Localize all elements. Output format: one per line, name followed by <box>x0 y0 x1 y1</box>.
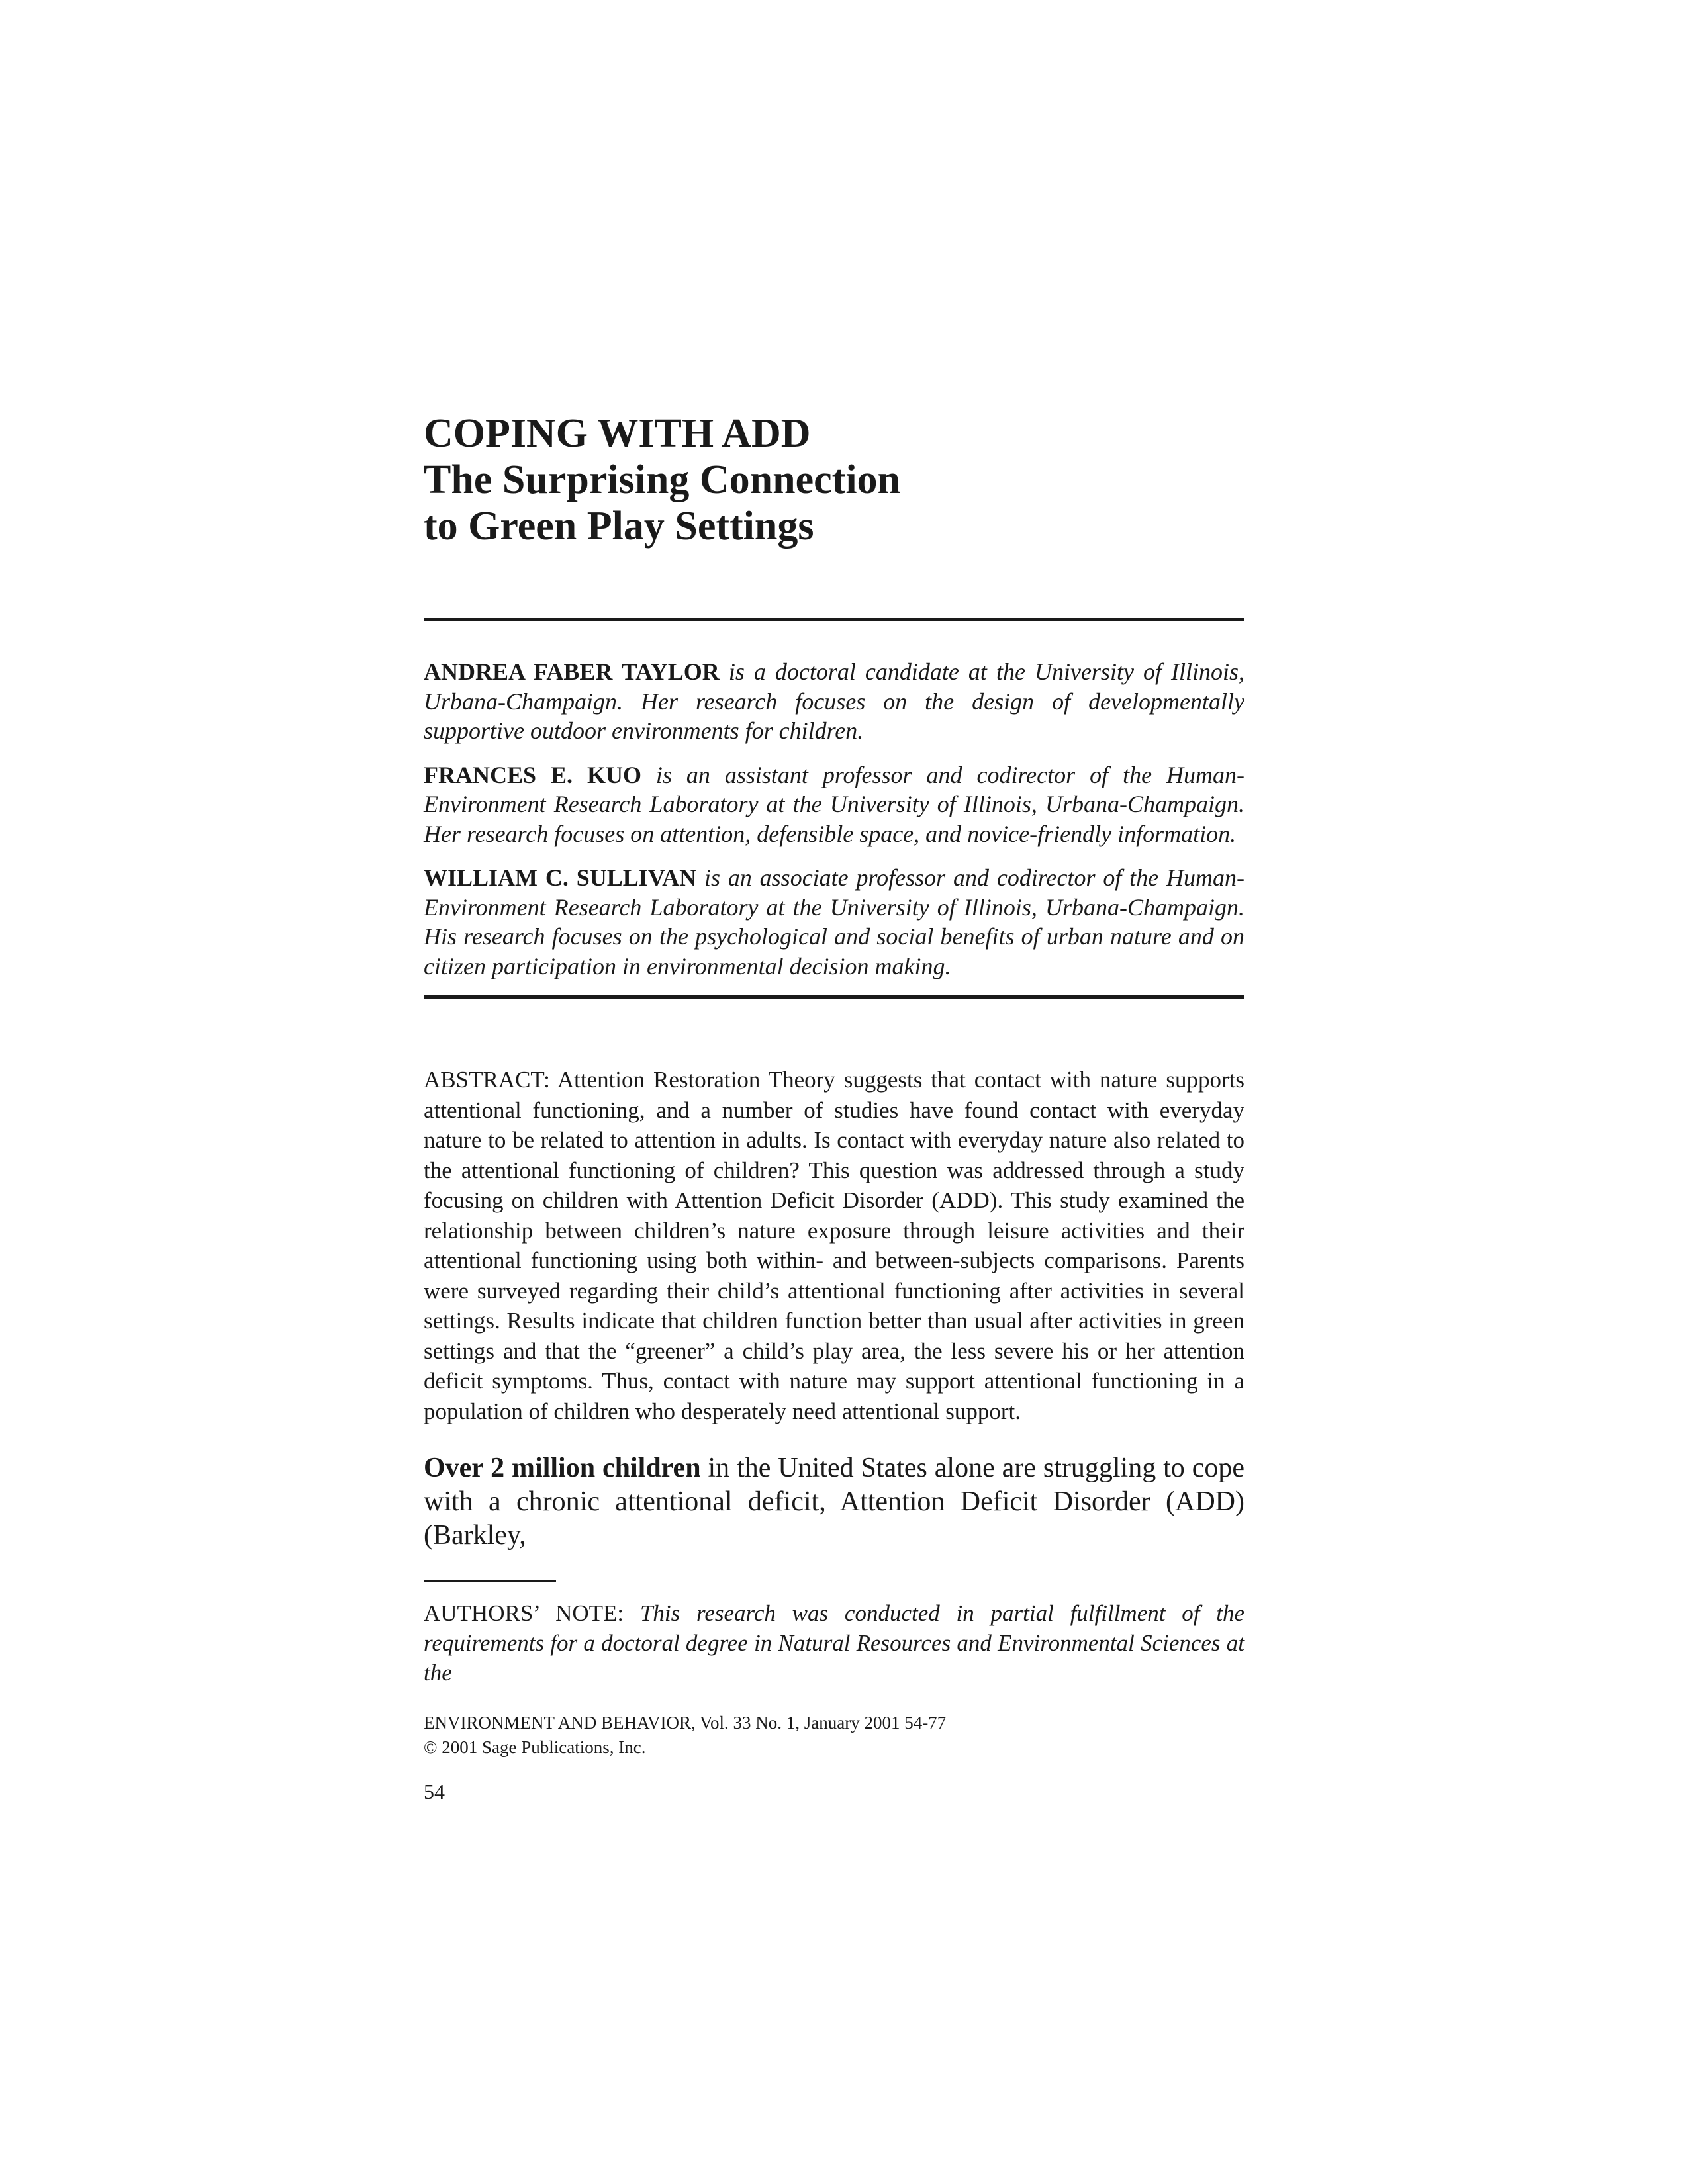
author-bio <box>424 760 1244 849</box>
abstract: ABSTRACT: Attention Restoration Theory suggests that contact with nature supports attentional functioning, and a number of studies have found contact with everyday nature to be related to attention in adults. Is contact with everyday nature also related to the attentional functioning of children? This question was addressed through a study focusing on children with Attention Deficit Disorder (ADD). This study examined the relationship between children’s nature exposure through leisure activities and their attentional functioning using both within- and between-subjects comparisons. Parents were surveyed regarding their child’s attentional functioning after activities in several settings. Results indicate that children function better than usual after activities in green settings and that the “greener” a child’s play area, the less severe his or her attention deficit symptoms. Thus, contact with nature may support attentional functioning in a population of children who desperately need attentional support. <box>424 1067 1244 1424</box>
author-description: is an assistant professor and codirector of the Human-Environment Research Laboratory at the University of Illinois, Urbana-Champaign. Her research focuses on attention, defensible space, and novice-friendly information. <box>424 761 1244 847</box>
journal-citation: ENVIRONMENT AND BEHAVIOR, Vol. 33 No. 1, January 2001 54-77 <box>424 1713 947 1733</box>
bottom-divider <box>424 995 1244 999</box>
copyright-notice: © 2001 Sage Publications, Inc. <box>424 1737 646 1757</box>
author-name: WILLIAM C. SULLIVAN <box>424 864 697 891</box>
author-description: is an associate professor and codirector of the Human-Environment Research Laboratory at the University of Illinois, Urbana-Champaign. His research focuses on the psychological and social benefits of urban nature and on citizen participation in environmental decision making. <box>424 864 1244 979</box>
authors-note-text: This research was conducted in partial fulfillment of the requirements for a doctoral degree in Natural Resources and Environmental Sciences at the <box>424 1600 1244 1686</box>
authors-note <box>424 1598 1244 1688</box>
article-title <box>424 410 1244 549</box>
title-line-2: The Surprising Connection <box>424 457 901 502</box>
author-description: is a doctoral candidate at the University of Illinois, Urbana-Champaign. Her research focuses on the design of developmentally supportive outdoor environments for children. <box>424 659 1244 744</box>
body-paragraph <box>424 1451 1244 1553</box>
author-bio <box>424 657 1244 746</box>
body-text: in the United States alone are struggling to cope with a chronic attentional deficit, Attention Deficit Disorder (ADD) (Barkley, <box>424 1453 1244 1551</box>
body-lead-in: Over 2 million children <box>424 1453 701 1483</box>
journal-info <box>424 1711 1244 1760</box>
page-number: 54 <box>424 1780 445 1803</box>
footnote-divider <box>424 1580 556 1582</box>
title-line-1: COPING WITH ADD <box>424 411 811 456</box>
authors-note-label: AUTHORS’ NOTE: <box>424 1600 640 1626</box>
author-name: ANDREA FABER TAYLOR <box>424 659 720 685</box>
author-name: FRANCES E. KUO <box>424 761 641 788</box>
author-bio <box>424 863 1244 981</box>
title-line-3: to Green Play Settings <box>424 504 814 549</box>
author-bios <box>424 657 1244 981</box>
top-divider <box>424 618 1244 621</box>
article-page <box>424 410 1244 1805</box>
